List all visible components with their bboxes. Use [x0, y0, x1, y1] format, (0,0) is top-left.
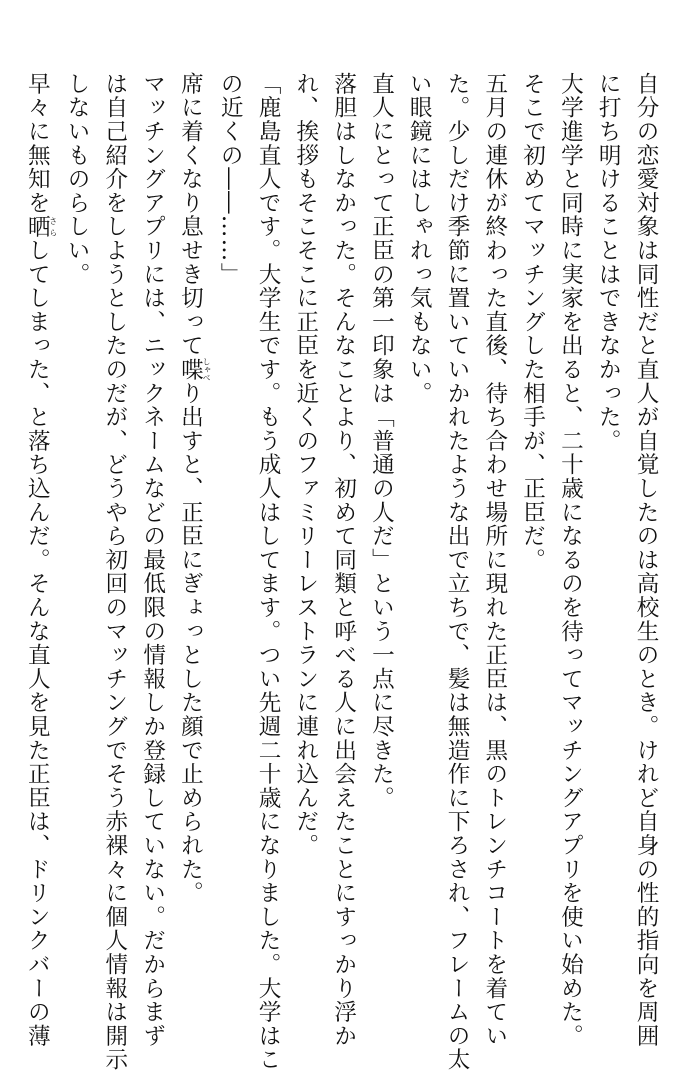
text-line-4: そこで初めてマッチングした相手が、正臣だ。 — [519, 72, 546, 572]
vertical-text-body — [24, 72, 664, 1072]
text-line-11: 「鹿島直人です。大学生です。もう成人はしてます。つい先週二十歳になりました。大学はこ — [255, 72, 282, 1072]
text-line-17 — [17, 72, 58, 1048]
ruby-line-1-after: り出すと、正臣にぎょっとした顔で止められた。 — [177, 381, 204, 906]
ruby-word-2 — [24, 214, 58, 239]
text-line-13 — [171, 72, 211, 972]
text-line-3: 大学進学と同時に実家を出ると、二十歳になるのを待ってマッチングアプリを使い始めた。 — [557, 72, 584, 1048]
text-line-15: は自己紹介をしようとしたのだが、どうやら初回のマッチングでそう赤裸々に個人情報は開示 — [101, 72, 128, 1072]
text-line-12: の近くの――……」 — [217, 72, 244, 287]
ruby-word-1 — [177, 357, 211, 382]
text-line-6: た。少しだけ季節に置いていかれたような出で立ちで、髪は無造作に下ろされ、フレームの太 — [444, 72, 471, 1072]
text-line-14: マッチングアプリには、ニックネームなどの最低限の情報しか登録していない。だからまず — [139, 72, 166, 1048]
text-line-1: 自分の恋愛対象は同性だと直人が自覚したのは高校生のとき。けれど自身の性的指向を周囲 — [633, 72, 659, 1048]
ruby-line-2-reading: さら — [48, 214, 58, 239]
ruby-line-1-base: 喋 — [177, 357, 204, 382]
text-line-9: 落胆はしなかった。そんなことより、初めて同類と呼べる人に出会えたことにすっかり浮か — [330, 72, 357, 1048]
ruby-line-2-base: 晒 — [24, 214, 51, 239]
text-line-2: に打ち明けることはできなかった。 — [595, 72, 622, 453]
text-line-7: い眼鏡にはしゃれっ気もない。 — [406, 72, 433, 406]
ruby-line-1-reading: しゃべ — [201, 357, 211, 382]
text-line-16: しないものらしい。 — [64, 72, 91, 287]
text-line-10: れ、挨拶もそこそこに正臣を近くのファミリーレストランに連れ込んだ。 — [292, 72, 319, 858]
text-line-5: 五月の連休が終わった直後、待ち合わせ場所に現れた正臣は、黒のトレンチコートを着てい — [481, 72, 508, 1048]
text-line-8: 直人にとって正臣の第一印象は「普通の人だ」という一点に尽きた。 — [368, 72, 395, 810]
ruby-line-2-after: してしまった、と落ち込んだ。そんな直人を見た正臣は、ドリンクバーの薄 — [24, 238, 51, 1048]
ruby-line-1-before: 席に着くなり息せき切って — [177, 72, 204, 358]
ruby-line-2-before: 早々に無知を — [24, 72, 51, 215]
